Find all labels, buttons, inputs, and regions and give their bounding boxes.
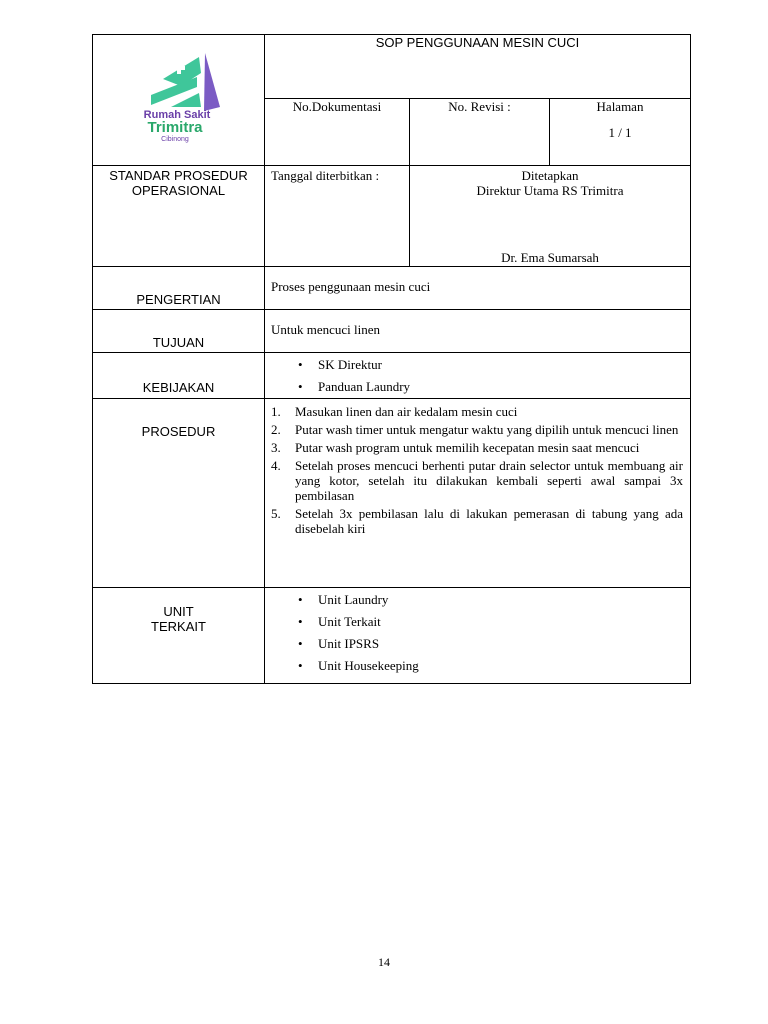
unit-label <box>93 588 265 684</box>
logo-text-cibinong: Cibinong <box>161 136 189 143</box>
logo-cell <box>93 35 265 166</box>
kebijakan-label: KEBIJAKAN <box>93 353 265 399</box>
list-item: 5. Setelah 3x pembilasan lalu di lakukan pemerasan di tabung yang ada disebelah kiri <box>271 506 683 536</box>
pengertian-text: Proses penggunaan mesin cuci <box>265 267 691 310</box>
sop-label-line2: OPERASIONAL <box>131 183 226 199</box>
logo-text-rumah-sakit: Rumah Sakit <box>143 109 211 121</box>
sop-label-line1: STANDAR PROSEDUR <box>109 168 248 183</box>
hospital-logo <box>93 35 263 163</box>
unit-list <box>265 589 690 677</box>
unit-label-line1: UNIT <box>163 604 194 619</box>
list-item: • Unit Terkait <box>265 611 690 633</box>
revision-label: No. Revisi : <box>410 99 550 166</box>
doc-number-label: No.Dokumentasi <box>265 99 410 166</box>
prosedur-cell <box>265 399 691 588</box>
approval-authority: Direktur Utama RS Trimitra <box>476 183 624 199</box>
sop-table <box>92 34 691 684</box>
approval-label: Ditetapkan <box>521 168 579 183</box>
list-item: • Panduan Laundry <box>265 376 690 398</box>
logo-text-trimitra: Trimitra <box>147 119 203 136</box>
list-item: 3. Putar wash program untuk memilih kecepatan mesin saat mencuci <box>271 440 640 455</box>
page-info-cell <box>550 99 691 166</box>
bullet-icon: • <box>298 614 303 629</box>
list-item: 1. Masukan linen dan air kedalam mesin cuci <box>271 404 518 419</box>
list-item: 2. Putar wash timer untuk mengatur waktu yang dipilih untuk mencuci linen <box>271 422 679 437</box>
list-item: • Unit Housekeeping <box>265 655 690 677</box>
approval-cell <box>410 166 691 267</box>
unit-label-line2: TERKAIT <box>151 619 206 635</box>
prosedur-steps <box>265 404 690 536</box>
bullet-icon: • <box>298 592 303 607</box>
list-item: • Unit Laundry <box>265 589 690 611</box>
prosedur-label: PROSEDUR <box>93 399 265 588</box>
unit-cell <box>265 588 691 684</box>
kebijakan-list <box>265 354 690 398</box>
list-item: • Unit IPSRS <box>265 633 690 655</box>
document-title: SOP PENGGUNAAN MESIN CUCI <box>265 35 691 99</box>
list-item: • SK Direktur <box>265 354 690 376</box>
issued-date-label: Tanggal diterbitkan : <box>265 166 410 267</box>
bullet-icon: • <box>298 636 303 651</box>
page-label: Halaman <box>596 99 644 114</box>
tujuan-label: TUJUAN <box>93 310 265 353</box>
page-number: 14 <box>378 955 390 969</box>
tujuan-text: Untuk mencuci linen <box>265 310 691 353</box>
signatory-name: Dr. Ema Sumarsah <box>501 250 599 265</box>
kebijakan-cell <box>265 353 691 399</box>
sop-label-cell <box>93 166 265 267</box>
pengertian-label: PENGERTIAN <box>93 267 265 310</box>
bullet-icon: • <box>298 357 303 372</box>
bullet-icon: • <box>298 658 303 673</box>
list-item: 4. Setelah proses mencuci berhenti putar drain selector untuk membuang air yang kotor, setelah itu dilakukan kembali seperti awal sampai 3x pembilasan <box>271 458 683 503</box>
page-value: 1 / 1 <box>608 125 632 141</box>
logo-purple-peak <box>204 53 220 111</box>
bullet-icon: • <box>298 379 303 394</box>
